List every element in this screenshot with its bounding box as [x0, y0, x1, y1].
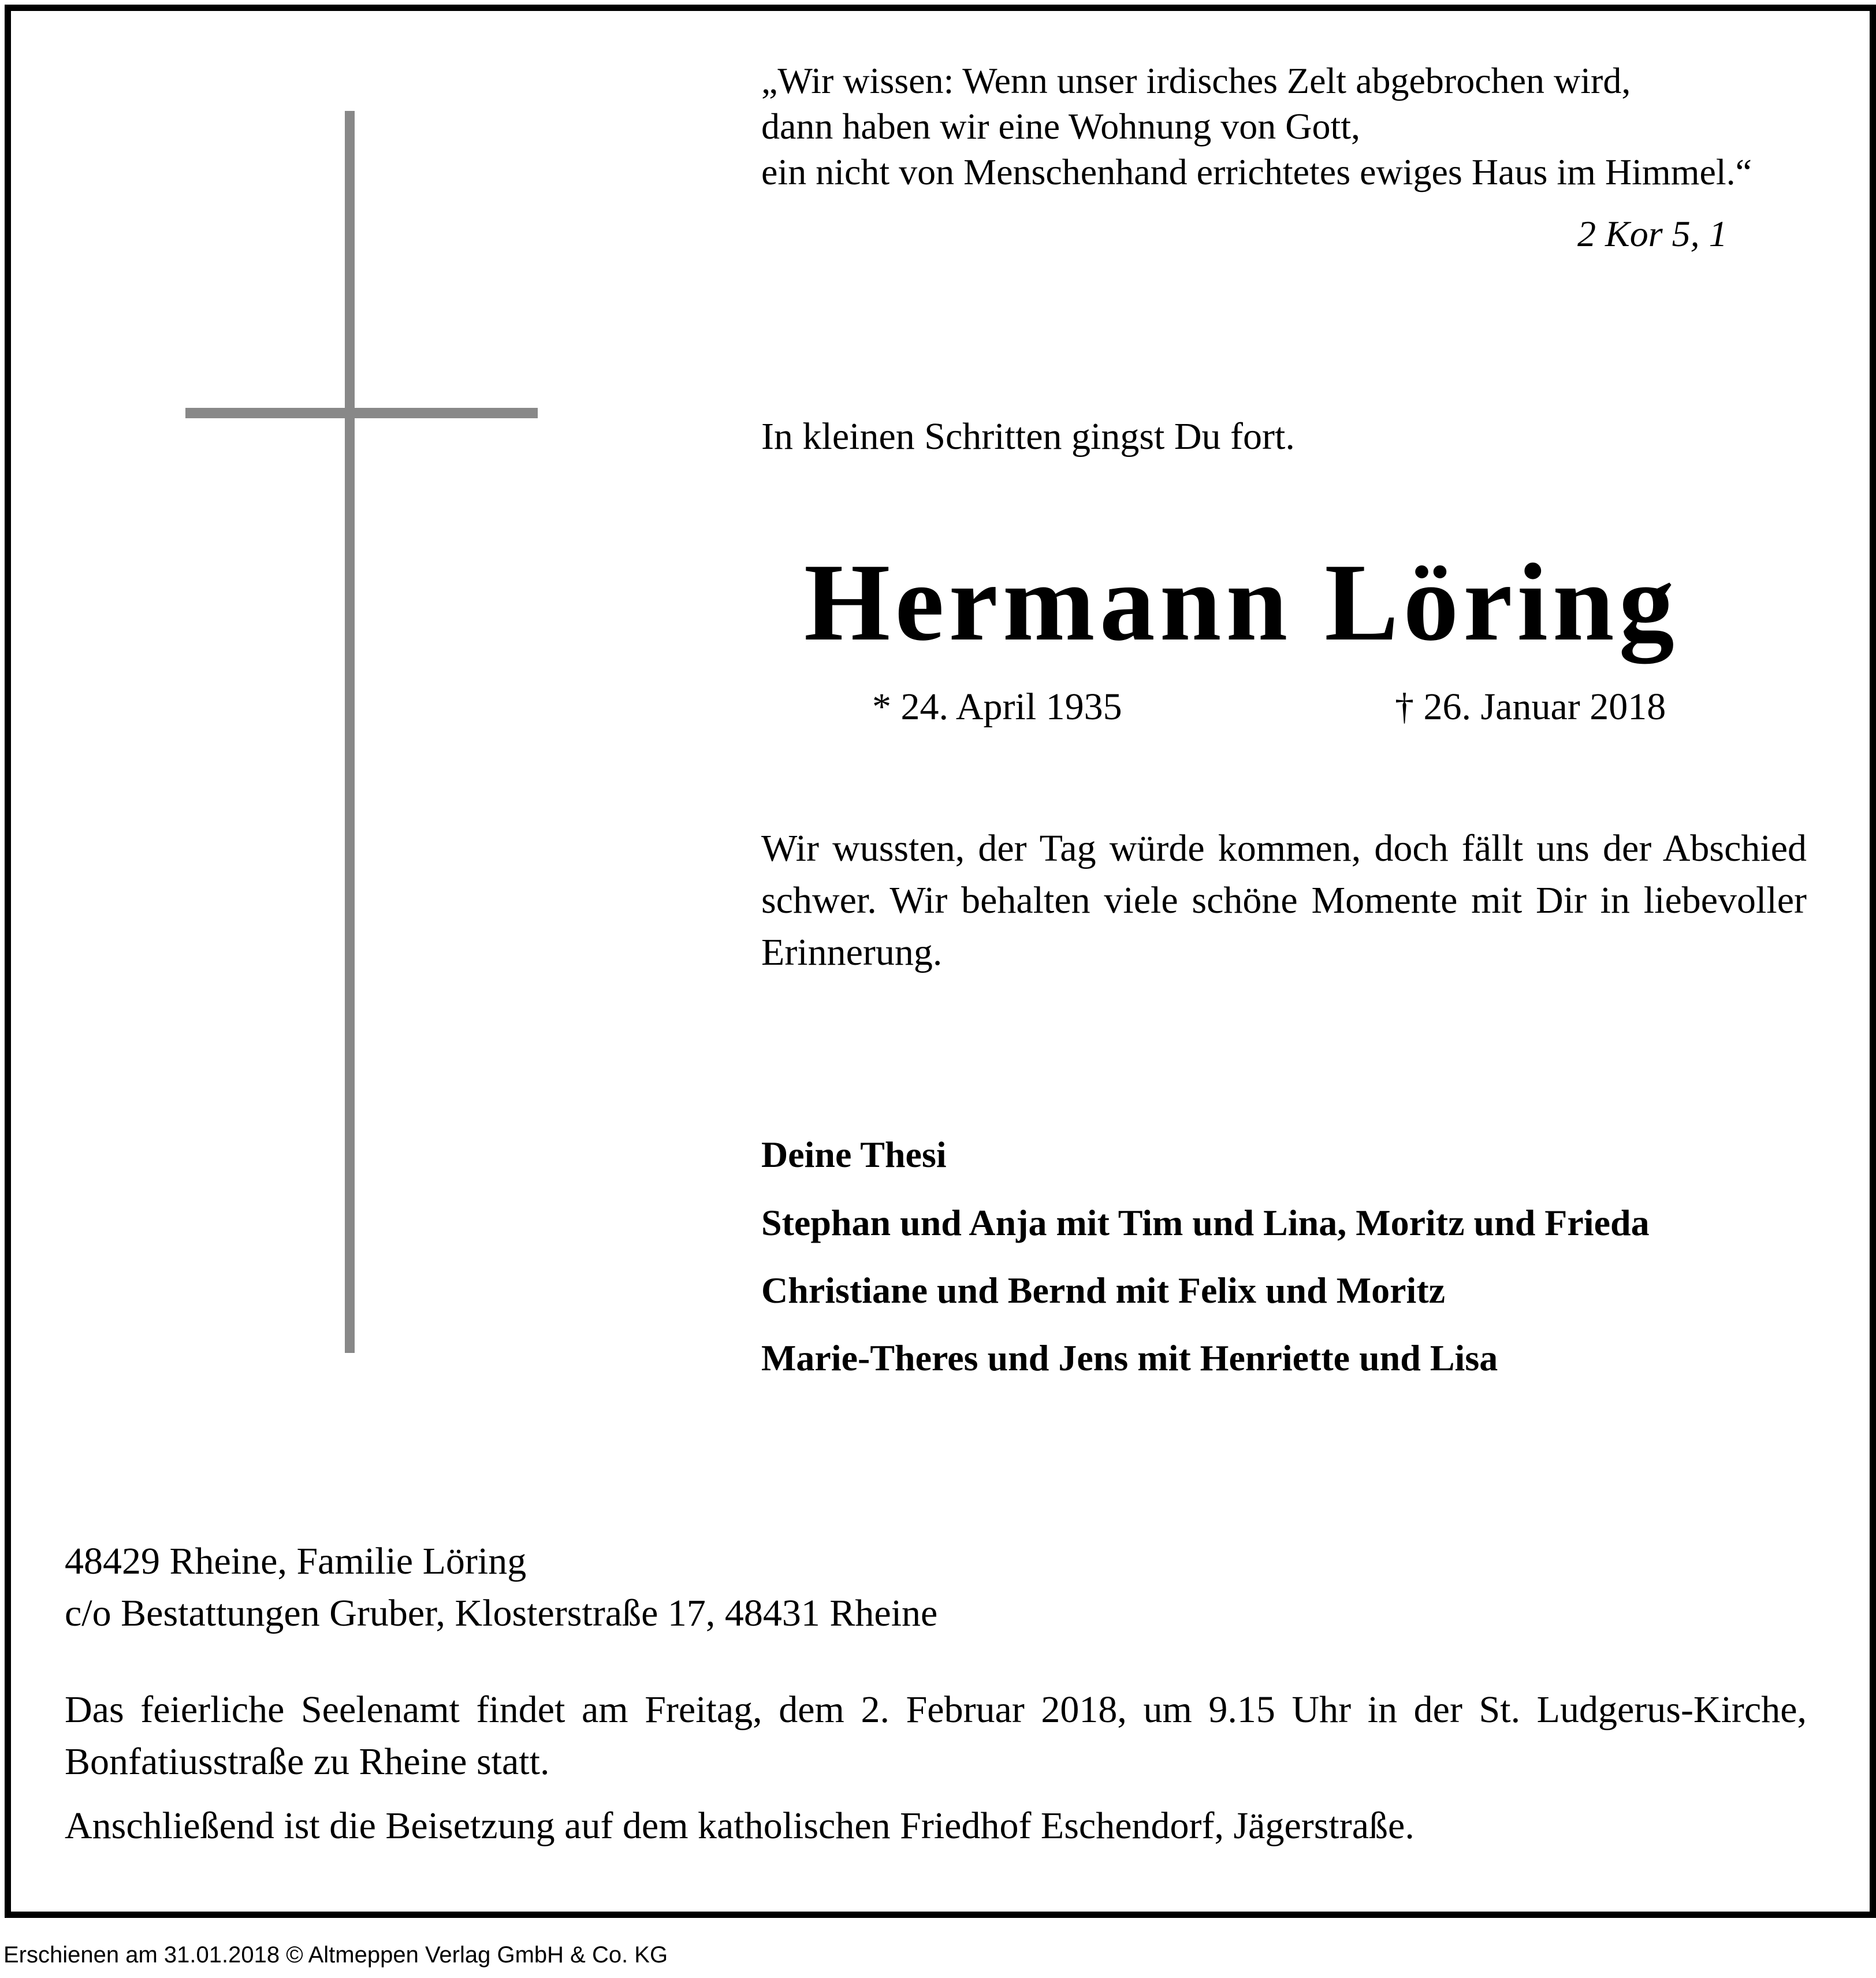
- quote-source: 2 Kor 5, 1: [1577, 213, 1728, 254]
- quote-line-1: „Wir wissen: Wenn unser irdisches Zelt abgebrochen wird,: [761, 60, 1631, 101]
- family-line: Christiane und Bernd mit Felix und Moritz: [761, 1270, 1446, 1311]
- deceased-name: Hermann Löring: [804, 541, 1679, 664]
- family-line: Stephan und Anja mit Tim und Lina, Moritz und Frieda: [761, 1202, 1650, 1243]
- publication-footer: Erschienen am 31.01.2018 © Altmeppen Verlag GmbH & Co. KG: [3, 1942, 668, 1968]
- family-line: Marie-Theres und Jens mit Henriette und Lisa: [761, 1337, 1498, 1378]
- service-notice: Das feierliche Seelenamt findet am Freitag, dem 2. Februar 2018, um 9.15 Uhr in der St. Ludgerus-Kirche, Bonfatiusstraße zu Rheine statt.: [65, 1689, 1807, 1783]
- bible-quote: [761, 58, 1752, 195]
- burial-notice: Anschließend ist die Beisetzung auf dem katholischen Friedhof Eschendorf, Jägerstraße.: [65, 1805, 1415, 1847]
- address-line-2: c/o Bestattungen Gruber, Klosterstraße 17, 48431 Rheine: [65, 1592, 938, 1634]
- address-line-1: 48429 Rheine, Familie Löring: [65, 1540, 527, 1582]
- birth-date: * 24. April 1935: [872, 686, 1122, 728]
- quote-line-2: dann haben wir eine Wohnung von Gott,: [761, 106, 1361, 147]
- family-line: Deine Thesi: [761, 1134, 947, 1175]
- quote-line-3: ein nicht von Menschenhand errichtetes ewiges Haus im Himmel.“: [761, 151, 1752, 192]
- farewell-message: Wir wussten, der Tag würde kommen, doch fällt uns der Abschied schwer. Wir behalten viele schöne Momente mit Dir in liebevoller Erinnerung.: [761, 827, 1807, 973]
- intro-line: In kleinen Schritten gingst Du fort.: [761, 415, 1295, 458]
- death-date: † 26. Januar 2018: [1395, 686, 1666, 728]
